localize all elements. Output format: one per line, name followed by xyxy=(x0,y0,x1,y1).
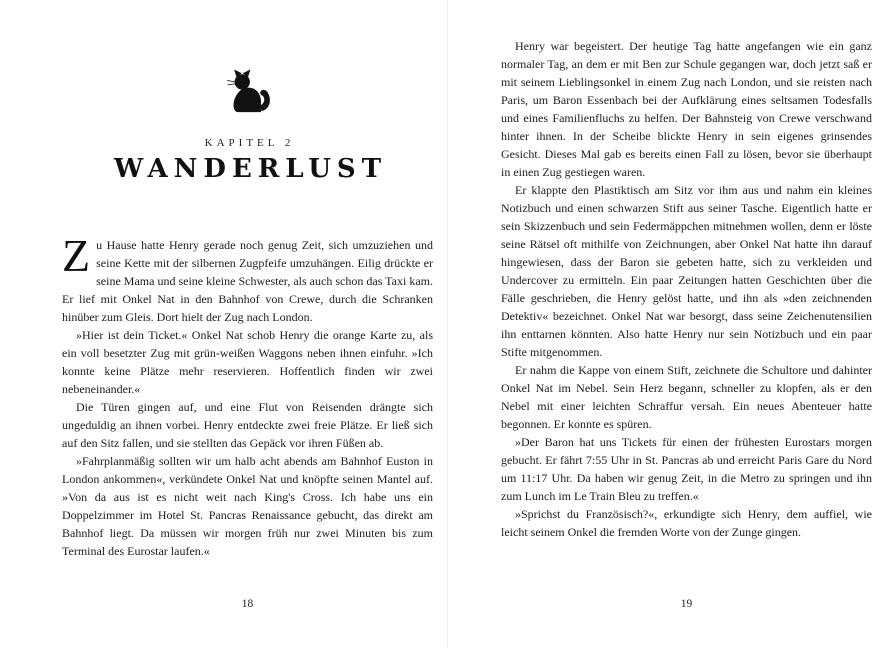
paragraph-text: u Hause hatte Henry gerade noch genug Zeit, sich umzuziehen und seine Kette mit der silbernen Zugpfeife umzuhängen. Eilig drückte er seine Mama und seine kleine Schwester, als auch schon das Taxi kam. Er lief mit Onkel Nat in den Bahnhof von Crewe, durch die Schranken hinüber zum Gleis. Dort hielt der Zug nach London. xyxy=(62,238,433,324)
body-paragraph xyxy=(62,230,433,326)
body-paragraph: »Hier ist dein Ticket.« Onkel Nat schob Henry die orange Karte zu, als ein voll besetzter Zug mit grün-weißen Waggons neben ihnen einfuhr. »Ich konnte keine Plätze mehr reservieren. Hoffentlich finden wir zwei nebeneinander.« xyxy=(62,328,433,396)
left-page xyxy=(62,0,433,648)
black-cat-icon xyxy=(224,68,272,116)
chapter-title: WANDERLUST xyxy=(113,154,388,184)
chapter-header xyxy=(62,0,433,184)
body-paragraph: »Sprichst du Französisch?«, erkundigte sich Henry, dem auffiel, wie leicht seinem Onkel die fremden Worte von der Zunge gingen. xyxy=(501,507,872,539)
page-number-left: 18 xyxy=(241,598,254,610)
body-paragraph: Henry war begeistert. Der heutige Tag hatte angefangen wie ein ganz normaler Tag, an dem er mit Ben zur Schule gegangen war, doch jetzt saß er mit seinem Lieblingsonkel in einem Zug nach London, und sie reisten nach Paris, um Baron Essenbach bei der Aufklärung eines seltsamen Todesfalls und eines Familienfluchs zu helfen. Der Bahnsteig von Crewe verschwand hinter ihnen. In der Scheibe blickte Henry in sein eigenes grinsendes Gesicht. Dieses Mal gab es bereits einen Fall zu lösen, bevor sie überhaupt in einen Zug gestiegen waren. xyxy=(501,39,872,179)
chapter-label: KAPITEL 2 xyxy=(204,137,295,149)
body-paragraph: Er nahm die Kappe von einem Stift, zeichnete die Schultore und dahinter Onkel Nat im Nebel. Sein Herz begann, schneller zu klopfen, als er den Nebel mit einer leichten Schraffur versah. Ein neues Abenteuer hatte begonnen. Er konnte es spüren. xyxy=(501,363,872,431)
body-paragraph: Er klappte den Plastiktisch am Sitz vor ihm aus und nahm ein kleines Notizbuch und einen schwarzen Stift aus seiner Tasche. Eigentlich hatte er sein Skizzenbuch und sein Federmäppchen mitnehmen wollen, denn er löste seine Rätsel oft mithilfe von Zeichnungen, aber Onkel Nat hatte ihn darauf hingewiesen, dass der Baron sie gebeten hatte, sich zu verkleiden und Undercover zu ermitteln. Ein paar Zeitungen hatten Geschichten über die Fälle geschrieben, die Henry gelöst hatte, und ihn als »den zeichnenden Detektiv« bezeichnet. Onkel Nat war besorgt, dass seine Zeichenutensilien ihn enttarnen könnten. Also hatte Henry nur sein Notizbuch und ein paar Stifte mitgenommen. xyxy=(501,183,872,359)
page-number-right: 19 xyxy=(680,598,693,610)
body-paragraph: Die Türen gingen auf, und eine Flut von Reisenden drängte sich ungeduldig an ihnen vorbei. Henry entdeckte zwei freie Plätze. Er ließ sich auf den Sitz fallen, und sie stellten das Gepäck vor ihren Füßen ab. xyxy=(62,400,433,450)
left-page-body xyxy=(62,230,433,560)
right-page xyxy=(501,0,872,648)
right-page-body xyxy=(501,0,872,541)
body-paragraph: »Fahrplanmäßig sollten wir um halb acht abends am Bahnhof Euston in London ankommen«, verkündete Onkel Nat und knöpfte seinen Mantel auf. »Von da aus ist es nicht weit nach King's Cross. Ich habe uns ein Doppelzimmer im Hotel St. Pancras Renaissance gebucht, das direkt am Bahnhof liegt. Da müssen wir morgen früh nur zwei Minuten bis zum Terminal des Eurostar laufen.« xyxy=(62,454,433,558)
body-paragraph: »Der Baron hat uns Tickets für einen der frühesten Eurostars morgen gebucht. Er fährt 7:55 Uhr in St. Pancras ab und erreicht Paris Gare du Nord um 11:17 Uhr. Da haben wir genug Zeit, in die Metro zu springen und ihn zum Lunch im Le Train Bleu zu treffen.« xyxy=(501,435,872,503)
page-gutter-divider xyxy=(447,0,448,648)
drop-cap: Z xyxy=(62,230,91,281)
